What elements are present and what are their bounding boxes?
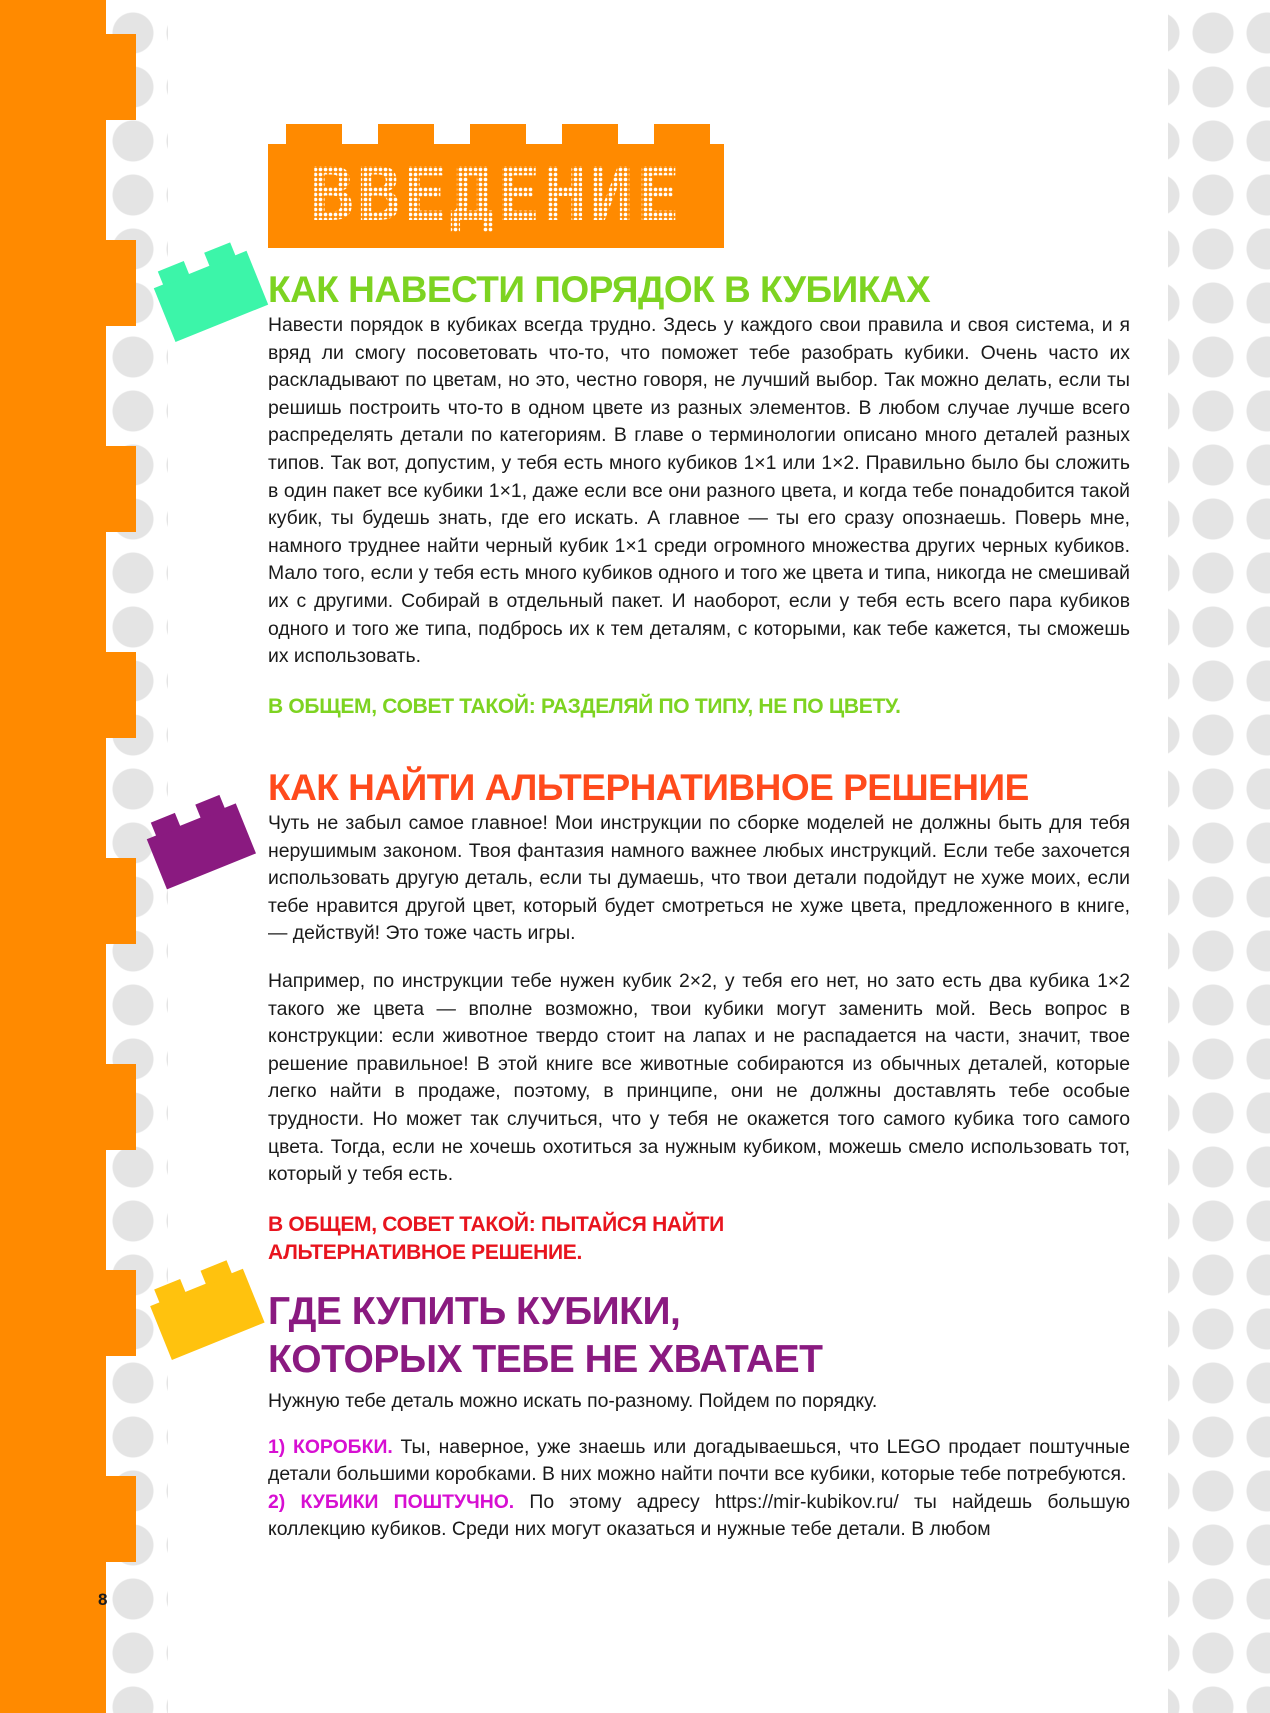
list-item-text: Ты, наверное, уже знаешь или догадываешься, что LEGO продает поштучные детали большими коробками. В них можно найти почти все кубики, которые тебе потребуются. bbox=[268, 1435, 1130, 1486]
list-item bbox=[268, 1489, 1130, 1544]
paragraph: Навести порядок в кубиках всегда трудно. Здесь у каждого свои правила и своя система, и я вряд ли смогу посоветовать что-то, что поможет тебе разобрать кубики. Очень часто их раскладывают по цветам, но это, честно говоря, не лучший выбор. Так можно делать, если ты решишь построить что-то в одном цвете из разных элементов. В любом случае лучше всего распределять детали по категориям. В главе о терминологии описано много деталей разных типов. Так вот, допустим, у тебя есть много кубиков 1×1 или 1×2. Правильно было бы сложить в один пакет все кубики 1×1, даже если все они разного цвета, и когда тебе понадобится такой кубик, ты будешь знать, где его искать. А главное — ты его сразу опознаешь. Поверь мне, намного труднее найти черный кубик 1×1 среди огромного множества других черных кубиков. Мало того, если у тебя есть много кубиков одного и того же цвета и типа, никогда не смешивай их с другими. Собирай в отдельный пакет. И наоборот, если у тебя есть всего пара кубиков одного и того же типа, подбрось их к тем деталям, с которыми, как тебе кажется, ты сможешь их использовать. bbox=[268, 314, 1130, 668]
yellow-brick-icon bbox=[142, 1250, 266, 1362]
section-sorting bbox=[268, 268, 1130, 721]
mint-brick-icon bbox=[146, 234, 270, 344]
list-item bbox=[268, 1434, 1130, 1489]
heading-line: КОТОРЫХ ТЕБЕ НЕ ХВАТАЕТ bbox=[268, 1338, 823, 1381]
intro-text: Нужную тебе деталь можно искать по-разному. Пойдем по порядку. bbox=[268, 1390, 878, 1412]
paragraph: Например, по инструкции тебе нужен кубик 2×2, у тебя его нет, но зато есть два кубика 1×2 такого же цвета — вполне возможно, твои кубики могут заменить мой. Весь вопрос в конструкции: если животное твердо стоит на лапах и не распадается на части, значит, твое решение правильное! В этой книге все животные собираются из обычных деталей, которые легко найти в продаже, поэтому, в принципе, они не должны доставлять тебе особые трудности. Но может так случиться, что у тебя не окажется того самого кубика того самого цвета. Тогда, если не хочешь охотиться за нужным кубиком, можешь смело использовать тот, который у тебя есть. bbox=[268, 969, 1130, 1186]
paragraph: Чуть не забыл самое главное! Мои инструкции по сборке моделей не должны быть для тебя нерушимым законом. Твоя фантазия намного важнее любых инструкций. Если тебе захочется использовать другую деталь, если ты думаешь, что твои детали подойдут не хуже моих, если тебе нравится другой цвет, который будет смотреться не хуже цвета, предложенного в книге, — действуй! Это тоже часть игры. bbox=[268, 812, 1130, 945]
section-heading bbox=[268, 1288, 1130, 1384]
advice-line: АЛЬТЕРНАТИВНОЕ РЕШЕНИЕ. bbox=[268, 1240, 583, 1264]
advice-text: В ОБЩЕМ, СОВЕТ ТАКОЙ: РАЗДЕЛЯЙ ПО ТИПУ, НЕ ПО ЦВЕТУ. bbox=[268, 694, 901, 718]
section-heading: КАК НАЙТИ АЛЬТЕРНАТИВНОЕ РЕШЕНИЕ bbox=[268, 767, 1029, 808]
page-title: ВВЕДЕНИЕ bbox=[268, 152, 724, 238]
list-item-text: По этому адресу https://mir-kubikov.ru/ ты найдешь большую коллекцию кубиков. Среди них могут оказаться и нужные тебе детали. В любом bbox=[268, 1490, 1130, 1541]
section-where-to-buy bbox=[268, 1288, 1130, 1544]
section-heading: КАК НАВЕСТИ ПОРЯДОК В КУБИКАХ bbox=[268, 269, 931, 310]
orange-brick-rail bbox=[0, 0, 136, 1713]
section-alternative bbox=[268, 766, 1130, 1267]
list-item-label: 1) КОРОБКИ. bbox=[268, 1435, 393, 1458]
advice-text bbox=[268, 1211, 1130, 1267]
heading-line: ГДЕ КУПИТЬ КУБИКИ, bbox=[268, 1290, 681, 1333]
purple-brick-icon bbox=[140, 786, 256, 890]
advice-line: В ОБЩЕМ, СОВЕТ ТАКОЙ: ПЫТАЙСЯ НАЙТИ bbox=[268, 1212, 724, 1236]
page-number: 8 bbox=[98, 1590, 108, 1609]
list-item-label: 2) КУБИКИ ПОШТУЧНО. bbox=[268, 1490, 515, 1513]
